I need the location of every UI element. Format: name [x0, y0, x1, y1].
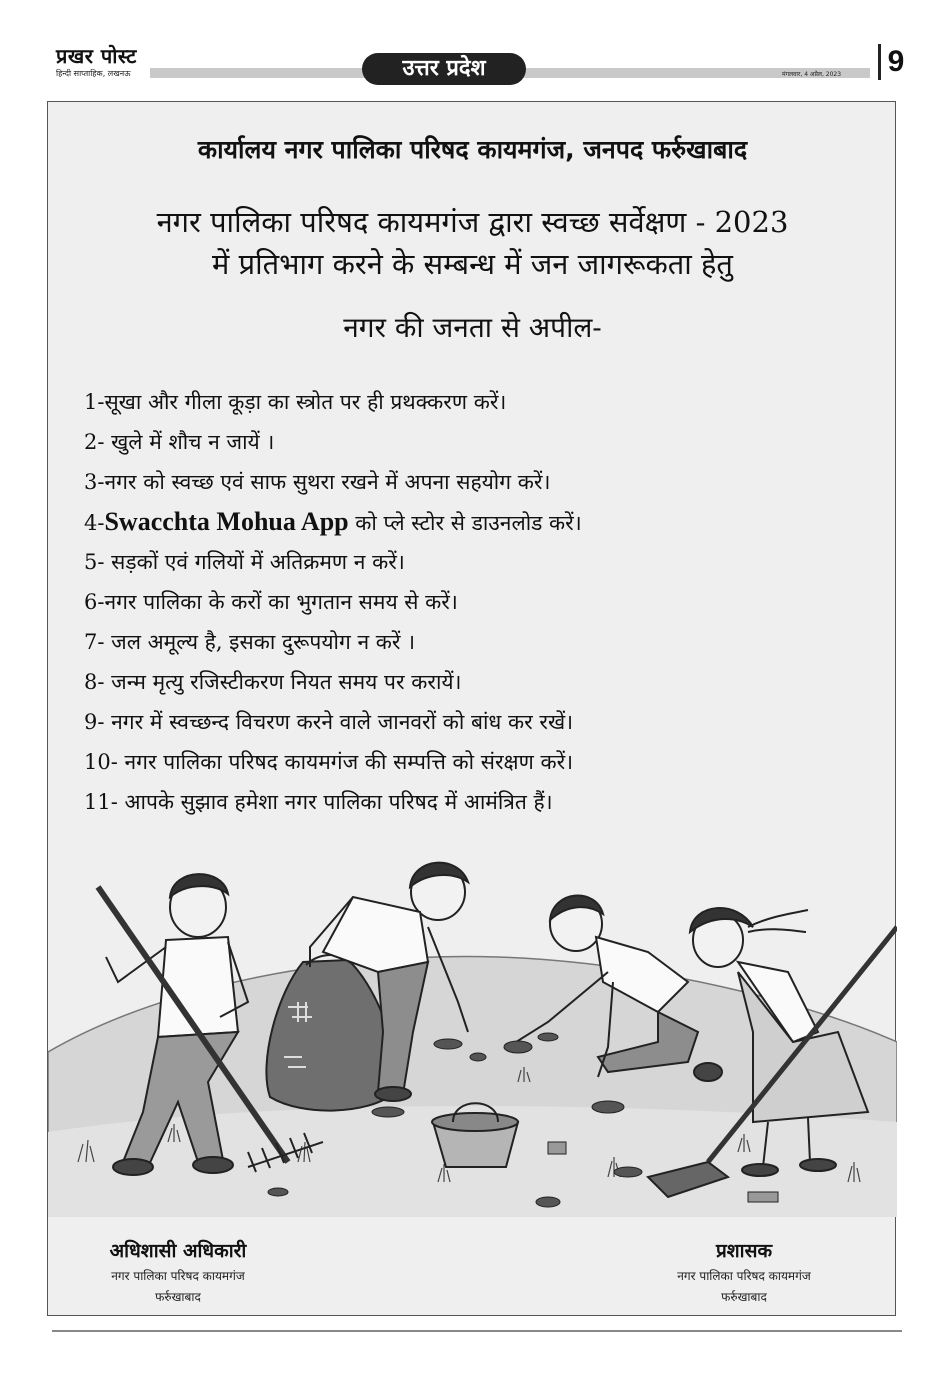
signatory-right — [644, 1237, 844, 1305]
appeal-point: 11- आपके सुझाव हमेशा नगर पालिका परिषद में आमंत्रित हैं। — [84, 790, 553, 814]
signatory-left — [78, 1237, 278, 1305]
appeal-point: 2- खुले में शौच न जायें । — [84, 430, 275, 454]
appeal-point: 6-नगर पालिका के करों का भुगतान समय से करें। — [84, 590, 458, 614]
appeal-point-suffix: को प्ले स्टोर से डाउनलोड करें। — [348, 511, 582, 535]
appeal-point — [84, 502, 864, 542]
appeal-point: 8- जन्म मृत्यु रजिस्टीकरण नियत समय पर करायें। — [84, 670, 462, 694]
signatory-left-title: अधिशासी अधिकारी — [109, 1240, 247, 1262]
appeal-point-prefix: 4- — [84, 511, 105, 535]
appeal-point: 1-सूखा और गीला कूड़ा का स्त्रोत पर ही प्रथक्करण करें। — [84, 390, 507, 414]
masthead — [0, 0, 945, 95]
bottom-rule — [52, 1330, 902, 1332]
app-name: Swacchta Mohua App — [104, 507, 349, 536]
office-heading: कार्यालय नगर पालिका परिषद कायमगंज, जनपद फर्रुखाबाद — [197, 135, 748, 164]
signatory-right-office: नगर पालिका परिषद कायमगंज — [677, 1269, 811, 1283]
appeal-point: 7- जल अमूल्य है, इसका दुरूपयोग न करें । — [84, 630, 416, 654]
page-number: 9 — [878, 44, 911, 80]
appeal-point: 9- नगर में स्वच्छन्द विचरण करने वाले जानवरों को बांध कर रखें। — [84, 710, 574, 734]
headline-line-1: नगर पालिका परिषद कायमगंज द्वारा स्वच्छ सर्वेक्षण - 2023 — [156, 205, 789, 239]
signatory-right-district: फर्रुखाबाद — [721, 1290, 767, 1304]
signatory-left-district: फर्रुखाबाद — [155, 1290, 201, 1304]
appeal-point: 3-नगर को स्वच्छ एवं साफ सुथरा रखने में अपना सहयोग करें। — [84, 470, 551, 494]
appeal-point: 5- सड़कों एवं गलियों में अतिक्रमण न करें। — [84, 550, 405, 574]
public-notice-advert — [47, 101, 896, 1316]
newspaper-subtitle: हिन्दी साप्ताहिक, लखनऊ — [56, 69, 131, 78]
dateline: मंगलवार, 4 अप्रैल, 2023 — [782, 71, 842, 78]
appeal-points-list — [84, 382, 864, 822]
headline-line-2: में प्रतिभाग करने के सम्बन्ध में जन जागरूकता हेतु — [212, 247, 733, 281]
appeal-point: 10- नगर पालिका परिषद कायमगंज की सम्पत्ति को संरक्षण करें। — [84, 750, 574, 774]
appeal-heading: नगर की जनता से अपील- — [343, 311, 602, 344]
signatory-right-title: प्रशासक — [715, 1240, 773, 1262]
newspaper-brand: प्रखर पोस्ट — [56, 44, 137, 68]
cleaning-children-illustration — [48, 832, 897, 1217]
signatory-left-office: नगर पालिका परिषद कायमगंज — [111, 1269, 245, 1283]
section-label: उत्तर प्रदेश — [362, 53, 526, 85]
